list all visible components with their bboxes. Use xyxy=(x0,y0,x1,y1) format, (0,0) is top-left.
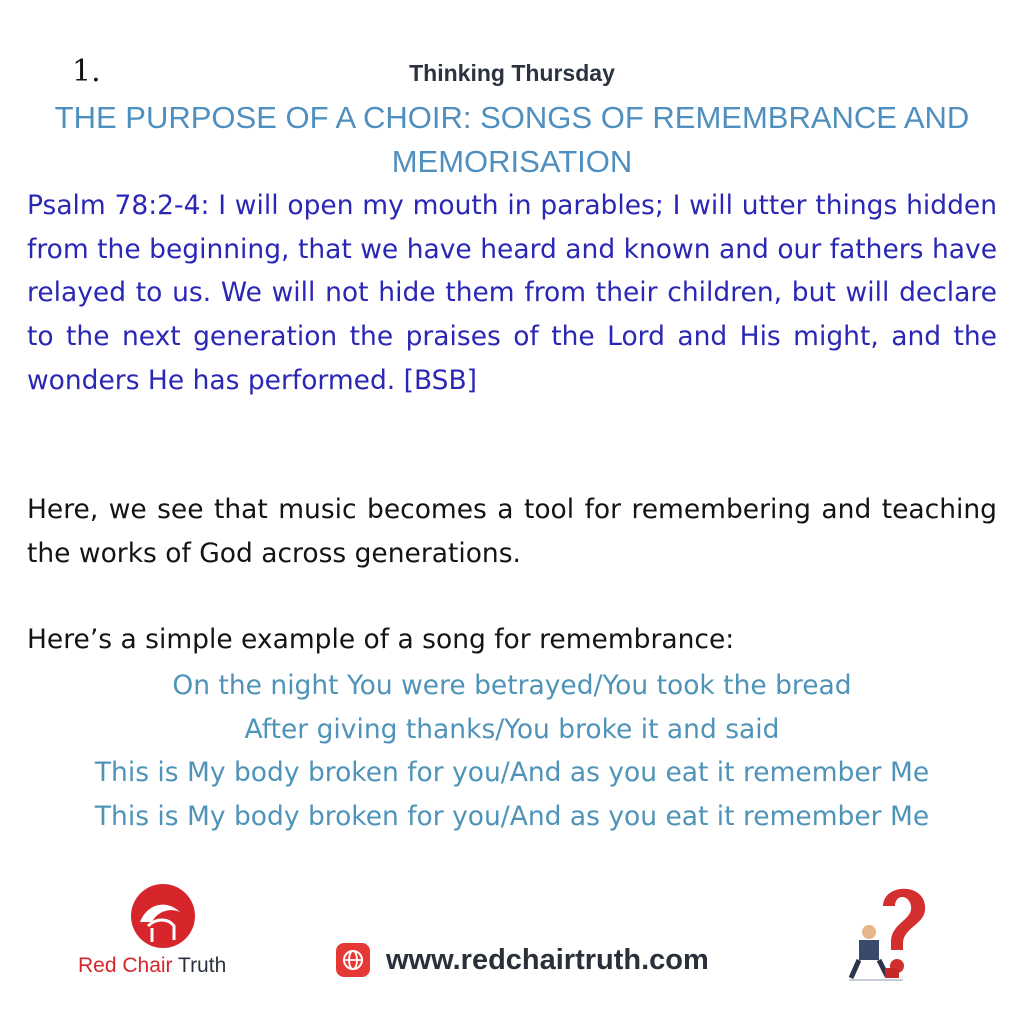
scripture-passage: Psalm 78:2-4: I will open my mouth in parables; I will utter things hidden from the beginning, that we have heard and known and our fathers have relayed to us. We will not hide them from their children, but will declare to the next generation the praises of the Lord and His might, and the wonders He has performed. [BSB] xyxy=(27,190,997,396)
website-url[interactable]: www.redchairtruth.com xyxy=(386,943,709,976)
red-chair-logo-icon xyxy=(128,882,198,950)
song-lyrics xyxy=(10,664,1014,839)
list-number: 1. xyxy=(72,54,101,89)
body-paragraph: Here’s a simple example of a song for remembrance: xyxy=(27,624,735,655)
lyric-line: This is My body broken for you/And as you eat it remember Me xyxy=(94,757,930,789)
brand-name-part: Truth xyxy=(178,954,227,977)
lyric-line: After giving thanks/You broke it and said xyxy=(244,713,780,745)
brand-name-part: Red Chair xyxy=(78,954,173,977)
body-paragraph: Here, we see that music becomes a tool for remembering and teaching the works of God across generations. xyxy=(27,494,997,569)
page-title: THE PURPOSE OF A CHOIR: SONGS OF REMEMBRANCE AND MEMORISATION xyxy=(54,100,970,179)
website-link[interactable] xyxy=(336,940,709,980)
lyric-line: On the night You were betrayed/You took the bread xyxy=(172,670,852,701)
brand-name xyxy=(78,954,226,978)
series-title: Thinking Thursday xyxy=(409,60,615,86)
thinking-man-question-icon xyxy=(845,876,935,986)
brand-logo xyxy=(70,882,270,982)
globe-icon xyxy=(336,943,370,977)
lyric-line: This is My body broken for you/And as you eat it remember Me xyxy=(94,801,930,833)
